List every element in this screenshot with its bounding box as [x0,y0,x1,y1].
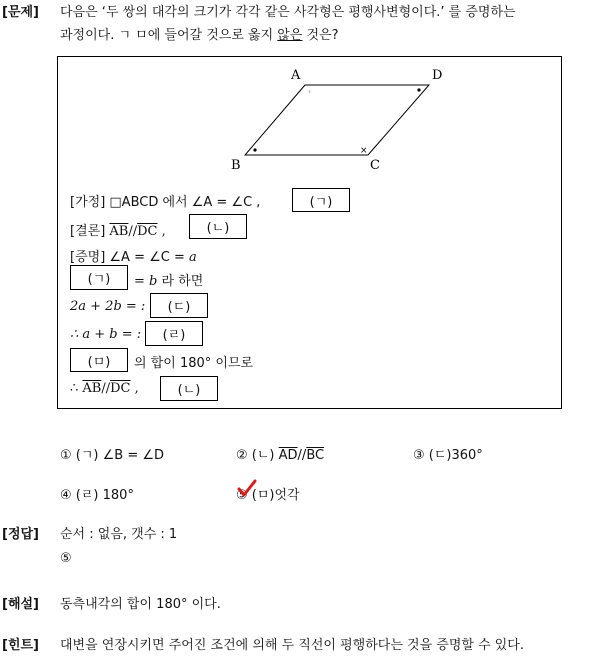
vertex-d-label: D [432,68,443,83]
answer-box-digeut: (ㄷ) [150,293,208,318]
answer-box-mieum: (ㅁ) [70,348,128,372]
answer-box-giyeok-1: (ㄱ) [292,188,350,212]
vertex-c-label: C [370,158,380,173]
proof-row-angle-sum: 의 합이 180° 이므로 [134,356,254,371]
answer-box-giyeok-2: (ㄱ) [70,265,128,290]
choice-3[interactable]: ③ (ㄷ)360° [413,448,483,463]
choice-2[interactable]: ② (ㄴ) $\overline{AD}//\overline{BC}$ [236,448,325,463]
proof-conclusion: [결론] $\overline{AB}//\overline{DC}$ , [70,224,166,239]
proof-start: [증명] ∠A = ∠C = a [70,250,197,265]
angle-b-dot [253,148,256,151]
angle-d-dot [417,88,420,91]
answer-tag: [정답] [2,527,39,542]
answer-box-nieun-2: (ㄴ) [160,376,218,401]
choice-5[interactable]: ⑤ (ㅁ)엇각 [236,488,300,503]
proof-row-half: ∴ a + b = : [70,327,142,342]
hint-text: 대변을 연장시키면 주어진 조건에 의해 두 직선이 평행하다는 것을 증명할 수 있다. [60,638,525,653]
problem-line-1: 다음은 ‘두 쌍의 대각의 크기가 각각 같은 사각형은 평행사변형이다.’ 를 증명하는 [60,5,516,20]
parallelogram-figure [58,57,563,187]
answer-line-2: ⑤ [60,551,72,566]
choice-1[interactable]: ① (ㄱ) ∠B = ∠D [60,448,165,463]
angle-c-mark: × [360,146,368,156]
hint-tag: [힌트] [2,638,39,653]
proof-row-sum: 2a + 2b = : [70,299,146,314]
answer-line-1: 순서 : 없음, 갯수 : 1 [60,527,178,542]
proof-final: ∴ $\overline{AB}//\overline{DC}$ , [70,381,139,396]
problem-tag: [문제] [2,5,39,20]
parallelogram-shape-main [245,85,429,155]
answer-box-rieul: (ㄹ) [145,321,203,346]
proof-assume: [가정] □ABCD 에서 ∠A = ∠C , [70,195,261,210]
proof-row-b: = b 라 하면 [134,274,204,289]
vertex-a-label: A [291,68,301,83]
checkmark-icon [236,478,258,498]
explanation-text: 동측내각의 합이 180° 이다. [60,597,221,612]
angle-a-mark: ‹ [308,87,312,96]
problem-line-2: 과정이다. ㄱ ㅁ에 들어갈 것으로 옳지 않은 것은? [60,28,339,43]
vertex-b-label: B [231,158,241,173]
choice-4[interactable]: ④ (ㄹ) 180° [60,488,134,503]
explanation-tag: [해설] [2,597,39,612]
answer-box-nieun-1: (ㄴ) [189,214,247,239]
